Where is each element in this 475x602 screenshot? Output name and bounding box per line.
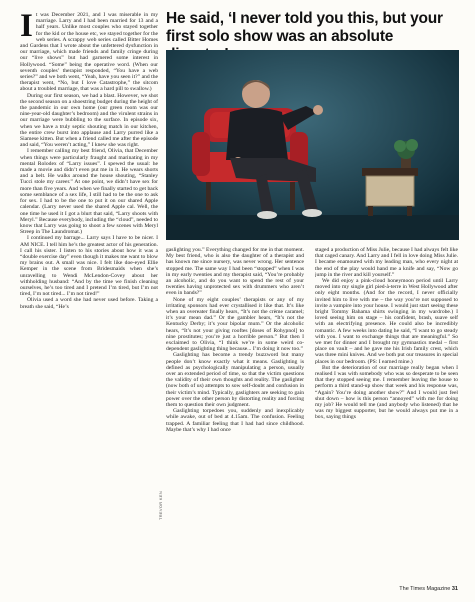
paragraph: None of my eight couples’ therapists or any of my irritating sponsors had ever crystallised it like that. It’s like when an overeater finally hears, “It’s not the crème caramel; it’s your mean dad.” Or the gambler hears, “It’s not the Kentucky Derby; it’s your bipolar mum.” Or the alcoholic hears, “It’s not your giving rooftes [doses of Rohypnol] to nine prostitutes; you’re just a horrible person.” But then I exclaimed to Olivia, “I think we’re in some weird co-dependent gaslighting thing because... I’m doing it now too.” bbox=[166, 296, 304, 353]
paragraph: It was December 2021, and I was miserable in my marriage. Larry and I had been married for 13 and a half years. Unlike most couples who stayed together for the kid or the house etc, we stayed together for the web series. A scrappy web series called Bitter Homes and Gardens that I wrote about the unfettered dysfunction in our marriage, which made friends and family cringe during our “live shows” but had garnered some interest in Hollywood. “Some” being the operative word. (When our seventh couples’ therapist responded, “You have a web series?” and we both went, “Yeah, have you seen it?” and the therapist went, “No, but I love Catastrophe,” the sitcom about a troubled marriage, that was a hard pill to swallow.) bbox=[20, 12, 158, 93]
page-footer bbox=[399, 586, 458, 592]
headline-pull-quote: He said, ‘I never told you this, but your first solo show was an absolute bbox=[166, 10, 443, 45]
article-column-right bbox=[315, 247, 458, 587]
publication-name: The Times Magazine bbox=[399, 586, 451, 592]
paragraph: Olivia used a word she had never used before. Taking a breath she said, “He’s bbox=[20, 297, 158, 310]
photo-credit: TREVOR KEN bbox=[158, 490, 163, 520]
article-column-middle bbox=[166, 247, 304, 587]
paragraph: Gaslighting has become a trendy buzzword but many people don’t know exactly what it means. Gaslighting is defined as psychologically manipulating a person, usually over an extended period of time, so that the victim questions the validity of their own thoughts and reality. The gaslighter (now both of us) attempts to sow self-doubt and confusion in their victim’s mind. Typically, gaslighters are seeking to gain power over the other person by distorting reality and forcing them to question their own judgment. bbox=[166, 352, 304, 409]
paragraph: Gaslighting torpedoes you, suddenly and inexplicably while awake, out of bed at 4.15am. The confusion. Feeling trapped. A familiar feeling that I had had since childhood. Maybe that’s why I had once bbox=[166, 408, 304, 433]
paragraph: We did enjoy a pink-cloud honeymoon period until Larry moved into my single girl pied-à-terre in West Hollywood after only eight months. (And for the record, I never officially invited him to live with me – the way you’re not supposed to invite a vampire into your house. I would just start seeing these bright Tommy Bahama shirts swinging in my wardrobe.) I loved seeing him on stage – his confident, brash, suave self with an electrifying presence. He could also be incredibly romantic. A few weeks into dating he said, “I want to go steady with you. I want to exchange things that are meaningful.” So we met for dinner and I brought my gymnastics medal – first place on vault – and he gave me his Irish family crest, which was three mini knives. And we both put our treasures in special places in our bedroom. (PS: I earned mine.) bbox=[315, 278, 458, 365]
paragraph: staged a production of Miss Julie, because I had always felt like that caged canary. And Larry and I fell in love doing Miss Julie. I became enamoured with my leading man, who every night at the end of the play would hand me a knife and say, “Now go jump in the river and kill yourself.” bbox=[315, 247, 458, 278]
paragraph: gaslighting you.” Everything changed for me in that moment. My best friend, who is also the daughter of a therapist and has known me since nursery, was never wrong. Her sentence stopped me. The same way I had been “stopped” when I was in my early twenties and my therapist said, “You’re probably an alcoholic, and do you want to spend the rest of your twenties having unprotected sex with drummers who aren’t even in bands?” bbox=[166, 247, 304, 297]
paragraph: But the deterioration of our marriage really began when I realised I was with somebody who was so desperate to be seen that they stopped seeing me. I remember leaving the house to perform a third stand-up show that week and his response was, “Again? You’re doing another show?” And I would just feel shut down – how is this person “annoyed” with me for doing my job? He would tell me (and anybody who listened) that he was my biggest supporter, but he would always put me in a box, saying things bbox=[315, 364, 458, 421]
paragraph: I continued my barrage... Larry says I have to be nicer. I AM NICE. I tell him he’s the greatest actor of his generation. I call his sister. I listen to his stories about how it was a “double exercise day” even though it makes me want to blow my brains out. A small was nice. I felt like doe-eyed Ellie Kemper in the scene from Bridesmaids when she’s unravelling to Wendi McLendon-Covey about her withholding husband: “And by the time we finish cleaning ourselves, he’s too tired and I pretend I’m tired, but I’m not tired, I’m not tired... I’m not tired!” bbox=[20, 235, 158, 298]
paragraph: I remember calling my best friend, Olivia, that December when things were particularly fraught and marinating in my mental Rolodex of “Larry issues”. I spewed the usual: he made a movie and didn’t even put me in it. He wears shorts and a belt. He walks around the house shouting, “Stanley Tucci stole my career.” At one point, we didn’t have sex for more than five years. And when we finally started to get back some semblance of a sex life, I still had to be the one to ask for sex. I had to be the one to put it on our shared Apple calendar. (Larry never used the shared Apple cal. Well, the one time he used it I got a blurt that said, “Larry shoots with Meryl.” Because everybody, including the “cloud”, needed to know that Larry was going to shoot a few scenes with Meryl Streep in The Laundromat.) bbox=[20, 148, 158, 236]
article-column-left bbox=[20, 12, 158, 584]
paragraph: During our first season, we had a blast. However, we shot the second season on a shoestring budget during the height of the pandemic in our own home (our green room was our nine-year-old daughter’s bedroom) and the virulent strains in our marriage were bubbling to the surface. In episode six, when we have a truly septic shouting match in our kitchen, the entire crew burst into applause and Larry purred like a Siamese kitten. But when a friend called me after the episode and said, “You weren’t acting,” I knew she was right. bbox=[20, 92, 158, 149]
drop-cap: I bbox=[20, 12, 33, 44]
stage-photo bbox=[166, 50, 459, 240]
page-number: 31 bbox=[451, 586, 458, 592]
